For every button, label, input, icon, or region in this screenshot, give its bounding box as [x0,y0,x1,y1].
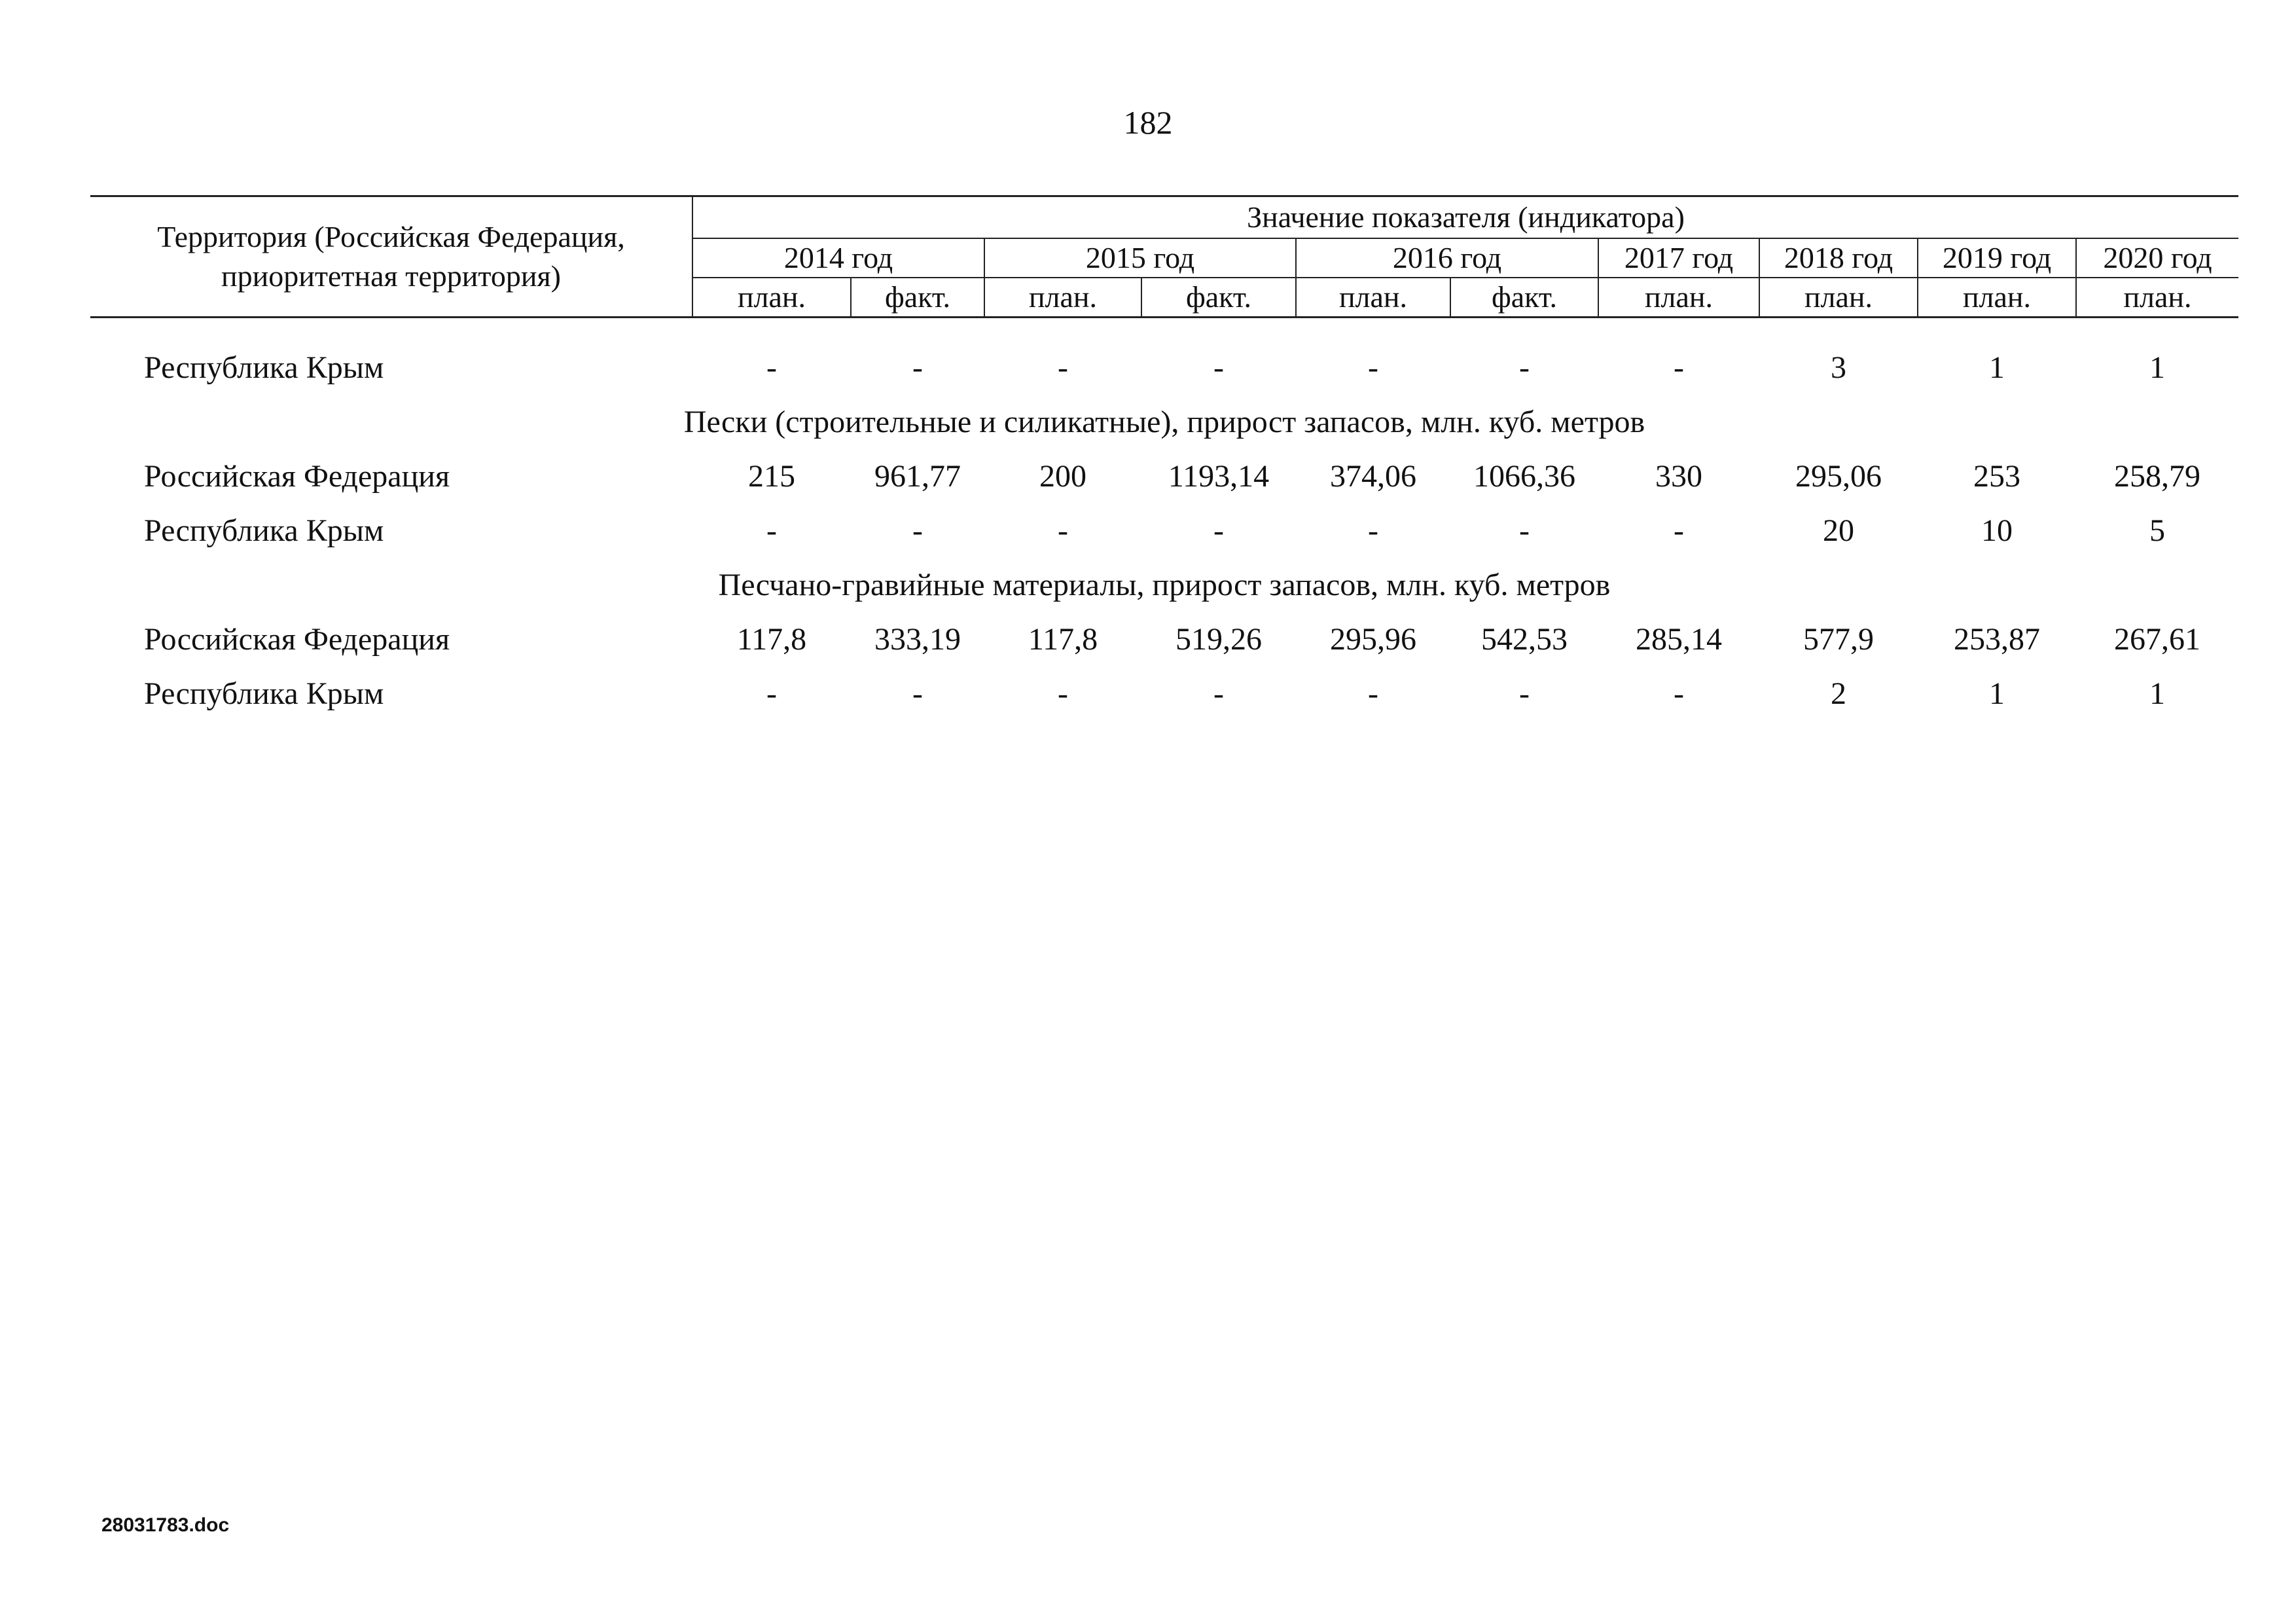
value-cell: 20 [1823,513,1854,548]
value-cell: 577,9 [1803,622,1874,657]
value-cell: - [1674,350,1684,385]
value-cell: 117,8 [736,622,807,657]
year-header: 2014 год [692,238,984,278]
year-header: 2018 год [1759,238,1918,278]
table-row [90,449,2238,503]
year-header: 2019 год [1918,238,2076,278]
subcolumn-header: план. [692,278,851,318]
year-header: 2016 год [1296,238,1598,278]
year-header: 2017 год [1598,238,1759,278]
subcolumn-header: план. [2076,278,2238,318]
value-cell: 333,19 [874,622,961,657]
value-cell: - [766,513,777,548]
territory-name: Российская Федерация [144,459,450,494]
value-cell: - [1674,513,1684,548]
value-cell: - [1519,513,1530,548]
section-row [90,395,2238,449]
value-cell: 10 [1981,513,2013,548]
value-cell: - [912,350,923,385]
value-cell: 374,06 [1330,459,1416,494]
subcolumn-header: план. [1759,278,1918,318]
value-cell: - [912,513,923,548]
value-cell: 1 [2149,676,2165,711]
value-cell: - [1519,350,1530,385]
data-table [90,340,2238,721]
page-number: 182 [1123,104,1173,141]
subcolumn-header: факт. [1141,278,1296,318]
document-filename: 28031783.doc [101,1514,230,1536]
value-cell: 295,96 [1330,622,1416,657]
value-cell: 267,61 [2114,622,2200,657]
table-row [90,612,2238,666]
value-cell: 1066,36 [1473,459,1575,494]
value-cell: 215 [748,459,795,494]
table-row [90,340,2238,395]
value-cell: - [1058,513,1068,548]
territory-name: Республика Крым [144,350,384,385]
value-cell: 1 [2149,350,2165,385]
year-header: 2020 год [2076,238,2238,278]
territory-name: Республика Крым [144,513,384,548]
value-cell: 3 [1831,350,1846,385]
value-cell: 1 [1989,350,2005,385]
subcolumn-header: факт. [1450,278,1598,318]
value-cell: 1 [1989,676,2005,711]
value-cell: 961,77 [874,459,961,494]
value-cell: - [1213,513,1224,548]
value-cell: - [1368,513,1378,548]
subcolumn-header: факт. [851,278,984,318]
value-cell: 295,06 [1795,459,1882,494]
value-cell: - [766,350,777,385]
value-cell: - [912,676,923,711]
value-cell: 1193,14 [1168,459,1270,494]
subcolumn-header: план. [984,278,1141,318]
value-cell: 5 [2149,513,2165,548]
value-cell: - [1213,350,1224,385]
subcolumn-header: план. [1918,278,2076,318]
value-cell: - [1213,676,1224,711]
table-row [90,503,2238,558]
value-cell: 519,26 [1175,622,1262,657]
value-cell: - [1519,676,1530,711]
table-header [90,195,2238,318]
value-cell: 200 [1039,459,1086,494]
value-cell: 330 [1655,459,1702,494]
value-cell: 253 [1973,459,2020,494]
value-cell: 258,79 [2114,459,2200,494]
value-cell: - [1058,350,1068,385]
value-cell: - [1674,676,1684,711]
subcolumn-header: план. [1598,278,1759,318]
value-cell: 2 [1831,676,1846,711]
value-cell: - [766,676,777,711]
year-header: 2015 год [984,238,1296,278]
territory-name: Республика Крым [144,676,384,711]
value-cell: - [1368,676,1378,711]
value-group-header: Значение показателя (индикатора) [692,196,2238,239]
section-title: Песчано-гравийные материалы, прирост запасов, млн. куб. метров [718,568,1611,602]
value-cell: - [1058,676,1068,711]
section-title: Пески (строительные и силикатные), прирост запасов, млн. куб. метров [683,405,1645,439]
table-row [90,666,2238,721]
territory-column-header: Территория (Российская Федерация, приоритетная территория) [90,196,692,318]
value-cell: 542,53 [1481,622,1568,657]
section-row [90,558,2238,612]
value-cell: 253,87 [1954,622,2040,657]
value-cell: 285,14 [1636,622,1722,657]
territory-name: Российская Федерация [144,622,450,657]
value-cell: 117,8 [1028,622,1098,657]
value-cell: - [1368,350,1378,385]
subcolumn-header: план. [1296,278,1450,318]
